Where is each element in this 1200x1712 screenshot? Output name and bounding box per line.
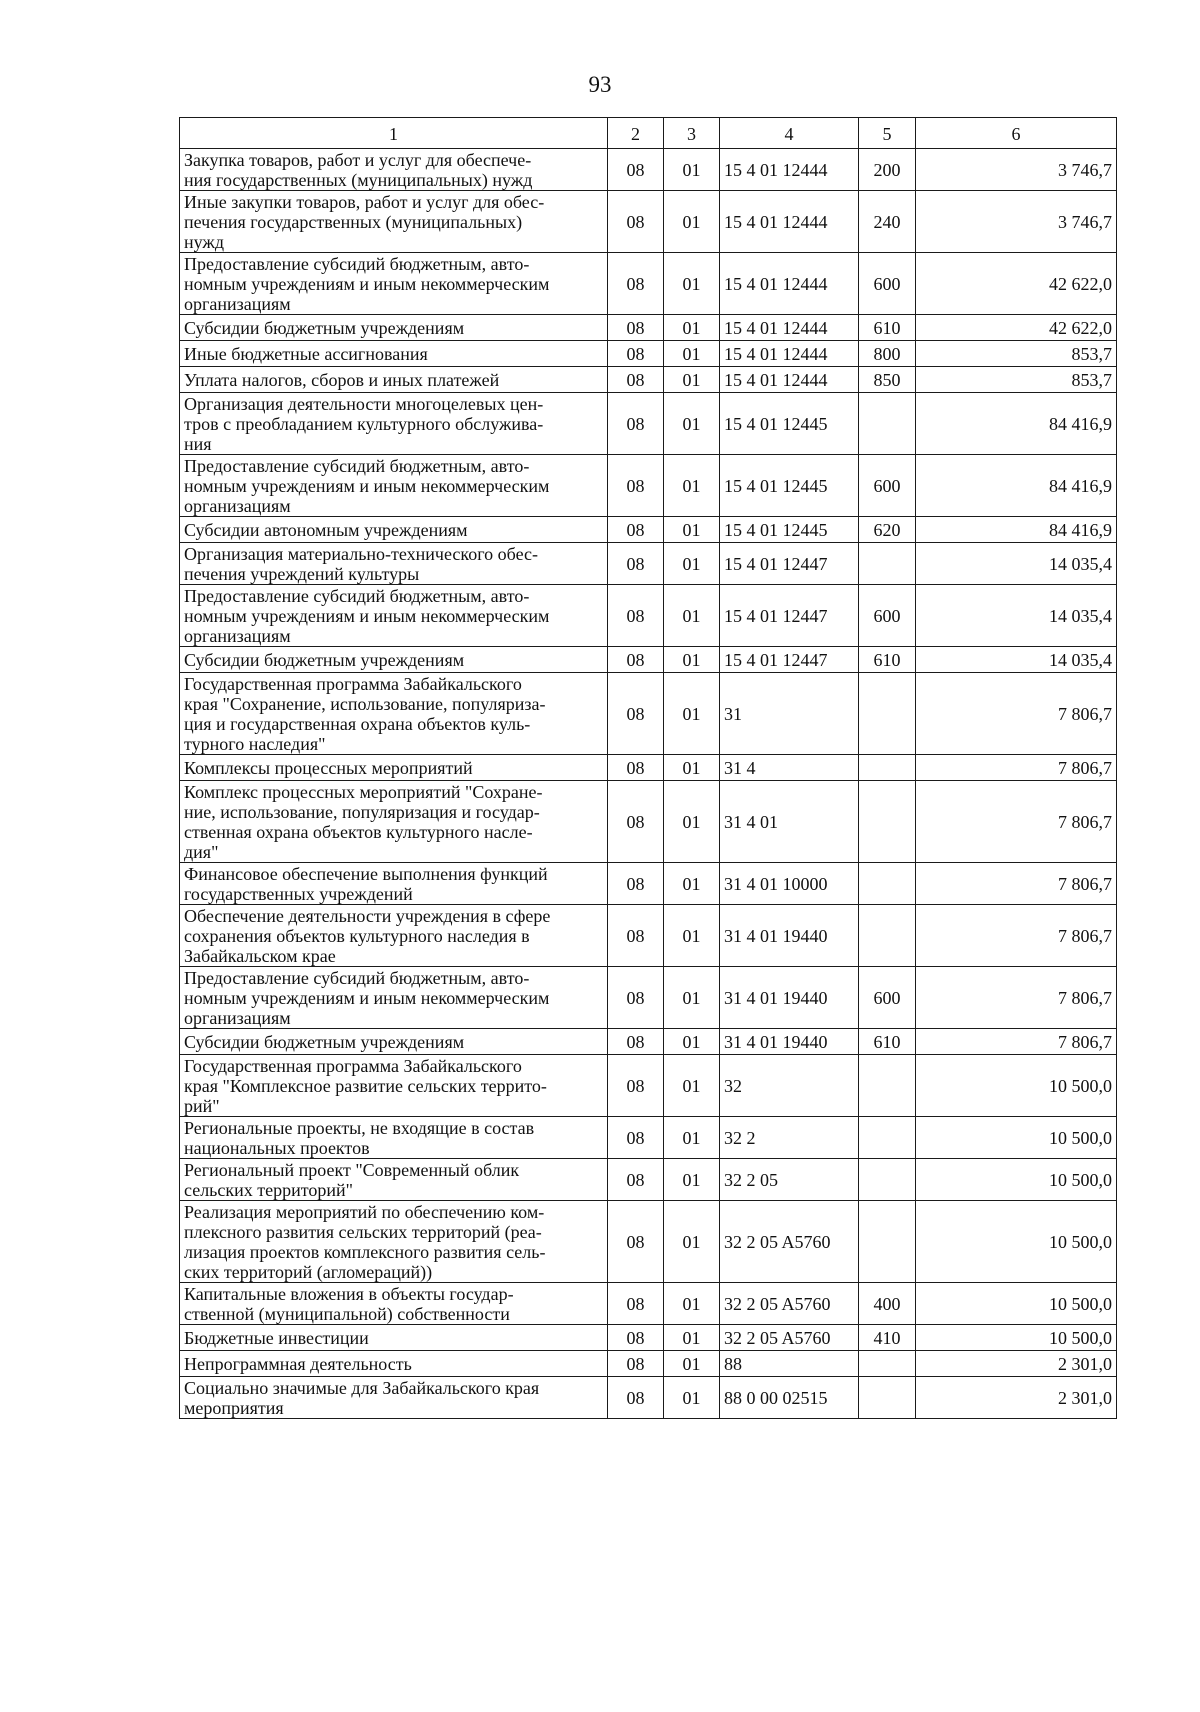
budget-table <box>179 117 1117 1419</box>
row-section: 08 <box>608 781 664 863</box>
row-expense-type: 850 <box>859 367 916 393</box>
row-section: 08 <box>608 543 664 585</box>
row-amount: 2 301,0 <box>916 1377 1117 1419</box>
row-description: Государственная программа Забайкальского края "Сохранение, использование, популяриза- ция и государственная охрана объектов куль- турного наследия" <box>180 673 608 755</box>
row-target-article: 15 4 01 12444 <box>720 149 859 191</box>
row-section: 08 <box>608 517 664 543</box>
row-description: Региональные проекты, не входящие в состав национальных проектов <box>180 1117 608 1159</box>
row-amount: 42 622,0 <box>916 253 1117 315</box>
row-subsection: 01 <box>664 367 720 393</box>
row-target-article: 31 4 01 <box>720 781 859 863</box>
row-description: Субсидии бюджетным учреждениям <box>180 315 608 341</box>
row-description: Закупка товаров, работ и услуг для обеспече- ния государственных (муниципальных) нужд <box>180 149 608 191</box>
row-subsection: 01 <box>664 1117 720 1159</box>
row-target-article: 32 <box>720 1055 859 1117</box>
row-target-article: 15 4 01 12447 <box>720 647 859 673</box>
row-description: Бюджетные инвестиции <box>180 1325 608 1351</box>
row-expense-type <box>859 393 916 455</box>
row-description: Субсидии бюджетным учреждениям <box>180 1029 608 1055</box>
page-number: 93 <box>588 72 612 97</box>
row-expense-type <box>859 755 916 781</box>
row-expense-type <box>859 1377 916 1419</box>
row-amount: 7 806,7 <box>916 905 1117 967</box>
row-target-article: 31 4 <box>720 755 859 781</box>
row-target-article: 31 4 01 19440 <box>720 967 859 1029</box>
table-row <box>180 517 1117 543</box>
row-target-article: 15 4 01 12445 <box>720 517 859 543</box>
row-description: Предоставление субсидий бюджетным, авто- номным учреждениям и иным некоммерческим организациям <box>180 967 608 1029</box>
table-row <box>180 1029 1117 1055</box>
row-section: 08 <box>608 253 664 315</box>
row-target-article: 15 4 01 12445 <box>720 393 859 455</box>
row-section: 08 <box>608 1377 664 1419</box>
row-amount: 3 746,7 <box>916 149 1117 191</box>
row-expense-type: 600 <box>859 967 916 1029</box>
row-description: Организация деятельности многоцелевых цен- тров с преобладанием культурного обслужива- ния <box>180 393 608 455</box>
row-target-article: 32 2 05 A5760 <box>720 1201 859 1283</box>
row-expense-type: 410 <box>859 1325 916 1351</box>
header-col-5: 5 <box>859 118 916 149</box>
row-section: 08 <box>608 367 664 393</box>
header-col-6: 6 <box>916 118 1117 149</box>
row-subsection: 01 <box>664 315 720 341</box>
row-target-article: 15 4 01 12445 <box>720 455 859 517</box>
row-section: 08 <box>608 905 664 967</box>
table-body <box>180 149 1117 1419</box>
row-description: Реализация мероприятий по обеспечению ком- плексного развития сельских территорий (реа- лизация проектов комплексного развития сель- ских территорий (агломераций)) <box>180 1201 608 1283</box>
row-target-article: 15 4 01 12447 <box>720 543 859 585</box>
row-subsection: 01 <box>664 1201 720 1283</box>
table-row <box>180 647 1117 673</box>
row-subsection: 01 <box>664 1159 720 1201</box>
row-description: Организация материально-технического обес- печения учреждений культуры <box>180 543 608 585</box>
table-row <box>180 149 1117 191</box>
row-target-article: 15 4 01 12444 <box>720 253 859 315</box>
row-amount: 14 035,4 <box>916 543 1117 585</box>
row-expense-type: 610 <box>859 1029 916 1055</box>
row-amount: 14 035,4 <box>916 647 1117 673</box>
row-section: 08 <box>608 149 664 191</box>
row-section: 08 <box>608 393 664 455</box>
row-subsection: 01 <box>664 1351 720 1377</box>
row-amount: 42 622,0 <box>916 315 1117 341</box>
row-section: 08 <box>608 315 664 341</box>
row-section: 08 <box>608 673 664 755</box>
row-description: Социально значимые для Забайкальского края мероприятия <box>180 1377 608 1419</box>
row-target-article: 15 4 01 12444 <box>720 315 859 341</box>
row-expense-type: 600 <box>859 455 916 517</box>
header-col-1: 1 <box>180 118 608 149</box>
row-section: 08 <box>608 755 664 781</box>
row-target-article: 32 2 <box>720 1117 859 1159</box>
row-subsection: 01 <box>664 967 720 1029</box>
table-row <box>180 585 1117 647</box>
row-section: 08 <box>608 585 664 647</box>
row-target-article: 15 4 01 12447 <box>720 585 859 647</box>
row-section: 08 <box>608 863 664 905</box>
row-amount: 84 416,9 <box>916 517 1117 543</box>
row-target-article: 88 <box>720 1351 859 1377</box>
table-row <box>180 905 1117 967</box>
row-amount: 7 806,7 <box>916 1029 1117 1055</box>
row-description: Капитальные вложения в объекты государ- ственной (муниципальной) собственности <box>180 1283 608 1325</box>
row-subsection: 01 <box>664 543 720 585</box>
row-amount: 84 416,9 <box>916 393 1117 455</box>
table-row <box>180 191 1117 253</box>
row-expense-type: 240 <box>859 191 916 253</box>
table-row <box>180 253 1117 315</box>
row-subsection: 01 <box>664 585 720 647</box>
table-row <box>180 1117 1117 1159</box>
row-subsection: 01 <box>664 393 720 455</box>
row-description: Иные бюджетные ассигнования <box>180 341 608 367</box>
table-row <box>180 1055 1117 1117</box>
row-target-article: 15 4 01 12444 <box>720 341 859 367</box>
row-target-article: 88 0 00 02515 <box>720 1377 859 1419</box>
row-subsection: 01 <box>664 781 720 863</box>
row-description: Предоставление субсидий бюджетным, авто- номным учреждениям и иным некоммерческим организациям <box>180 455 608 517</box>
row-amount: 853,7 <box>916 367 1117 393</box>
row-amount: 2 301,0 <box>916 1351 1117 1377</box>
row-expense-type <box>859 543 916 585</box>
header-col-3: 3 <box>664 118 720 149</box>
row-expense-type: 800 <box>859 341 916 367</box>
table-row <box>180 543 1117 585</box>
row-amount: 3 746,7 <box>916 191 1117 253</box>
row-amount: 84 416,9 <box>916 455 1117 517</box>
row-amount: 10 500,0 <box>916 1159 1117 1201</box>
table-row <box>180 367 1117 393</box>
row-expense-type <box>859 1201 916 1283</box>
row-target-article: 31 4 01 10000 <box>720 863 859 905</box>
row-section: 08 <box>608 1325 664 1351</box>
table-row <box>180 1325 1117 1351</box>
row-target-article: 15 4 01 12444 <box>720 367 859 393</box>
table-row <box>180 755 1117 781</box>
row-subsection: 01 <box>664 1029 720 1055</box>
row-expense-type <box>859 1055 916 1117</box>
row-amount: 10 500,0 <box>916 1283 1117 1325</box>
row-description: Финансовое обеспечение выполнения функций государственных учреждений <box>180 863 608 905</box>
row-description: Комплекс процессных мероприятий "Сохране- ние, использование, популяризация и государ- ственная охрана объектов культурного насле- дия" <box>180 781 608 863</box>
row-subsection: 01 <box>664 905 720 967</box>
table-row <box>180 1351 1117 1377</box>
row-target-article: 15 4 01 12444 <box>720 191 859 253</box>
table-row <box>180 781 1117 863</box>
row-section: 08 <box>608 1029 664 1055</box>
row-section: 08 <box>608 1201 664 1283</box>
row-description: Государственная программа Забайкальского края "Комплексное развитие сельских террито- рий" <box>180 1055 608 1117</box>
row-description: Уплата налогов, сборов и иных платежей <box>180 367 608 393</box>
row-subsection: 01 <box>664 341 720 367</box>
row-expense-type <box>859 673 916 755</box>
row-description: Предоставление субсидий бюджетным, авто- номным учреждениям и иным некоммерческим организациям <box>180 253 608 315</box>
row-amount: 10 500,0 <box>916 1325 1117 1351</box>
table-row <box>180 863 1117 905</box>
row-section: 08 <box>608 341 664 367</box>
row-target-article: 32 2 05 A5760 <box>720 1325 859 1351</box>
row-amount: 10 500,0 <box>916 1055 1117 1117</box>
row-description: Непрограммная деятельность <box>180 1351 608 1377</box>
row-amount: 7 806,7 <box>916 967 1117 1029</box>
row-expense-type <box>859 781 916 863</box>
row-expense-type: 200 <box>859 149 916 191</box>
row-section: 08 <box>608 1351 664 1377</box>
row-target-article: 31 <box>720 673 859 755</box>
row-subsection: 01 <box>664 517 720 543</box>
row-amount: 7 806,7 <box>916 673 1117 755</box>
row-section: 08 <box>608 1117 664 1159</box>
header-col-4: 4 <box>720 118 859 149</box>
row-expense-type <box>859 1351 916 1377</box>
table-row <box>180 673 1117 755</box>
row-section: 08 <box>608 1283 664 1325</box>
row-description: Обеспечение деятельности учреждения в сфере сохранения объектов культурного наследия в Забайкальском крае <box>180 905 608 967</box>
row-subsection: 01 <box>664 1283 720 1325</box>
row-subsection: 01 <box>664 1377 720 1419</box>
row-expense-type <box>859 863 916 905</box>
row-subsection: 01 <box>664 191 720 253</box>
row-subsection: 01 <box>664 149 720 191</box>
row-amount: 7 806,7 <box>916 863 1117 905</box>
row-amount: 10 500,0 <box>916 1117 1117 1159</box>
row-expense-type <box>859 1117 916 1159</box>
row-amount: 7 806,7 <box>916 755 1117 781</box>
row-subsection: 01 <box>664 647 720 673</box>
row-expense-type: 600 <box>859 253 916 315</box>
row-section: 08 <box>608 1055 664 1117</box>
row-target-article: 31 4 01 19440 <box>720 905 859 967</box>
table-row <box>180 1283 1117 1325</box>
row-subsection: 01 <box>664 455 720 517</box>
row-amount: 7 806,7 <box>916 781 1117 863</box>
row-section: 08 <box>608 647 664 673</box>
row-subsection: 01 <box>664 1055 720 1117</box>
row-expense-type <box>859 1159 916 1201</box>
row-subsection: 01 <box>664 863 720 905</box>
row-subsection: 01 <box>664 755 720 781</box>
table-row <box>180 967 1117 1029</box>
row-description: Предоставление субсидий бюджетным, авто- номным учреждениям и иным некоммерческим организациям <box>180 585 608 647</box>
row-section: 08 <box>608 1159 664 1201</box>
row-target-article: 32 2 05 A5760 <box>720 1283 859 1325</box>
row-description: Субсидии автономным учреждениям <box>180 517 608 543</box>
row-target-article: 32 2 05 <box>720 1159 859 1201</box>
table-row <box>180 1377 1117 1419</box>
table-row <box>180 315 1117 341</box>
row-description: Региональный проект "Современный облик сельских территорий" <box>180 1159 608 1201</box>
row-description: Иные закупки товаров, работ и услуг для обес- печения государственных (муниципальных) нужд <box>180 191 608 253</box>
row-description: Субсидии бюджетным учреждениям <box>180 647 608 673</box>
row-section: 08 <box>608 191 664 253</box>
header-col-2: 2 <box>608 118 664 149</box>
row-subsection: 01 <box>664 673 720 755</box>
row-subsection: 01 <box>664 1325 720 1351</box>
row-amount: 10 500,0 <box>916 1201 1117 1283</box>
table-row <box>180 1201 1117 1283</box>
row-expense-type: 610 <box>859 315 916 341</box>
table-row <box>180 393 1117 455</box>
row-description: Комплексы процессных мероприятий <box>180 755 608 781</box>
table-row <box>180 455 1117 517</box>
row-amount: 14 035,4 <box>916 585 1117 647</box>
row-section: 08 <box>608 455 664 517</box>
row-expense-type: 400 <box>859 1283 916 1325</box>
table-header-row <box>180 118 1117 149</box>
row-expense-type <box>859 905 916 967</box>
row-subsection: 01 <box>664 253 720 315</box>
row-amount: 853,7 <box>916 341 1117 367</box>
row-expense-type: 610 <box>859 647 916 673</box>
row-target-article: 31 4 01 19440 <box>720 1029 859 1055</box>
table-row <box>180 1159 1117 1201</box>
table-row <box>180 341 1117 367</box>
row-section: 08 <box>608 967 664 1029</box>
row-expense-type: 600 <box>859 585 916 647</box>
row-expense-type: 620 <box>859 517 916 543</box>
